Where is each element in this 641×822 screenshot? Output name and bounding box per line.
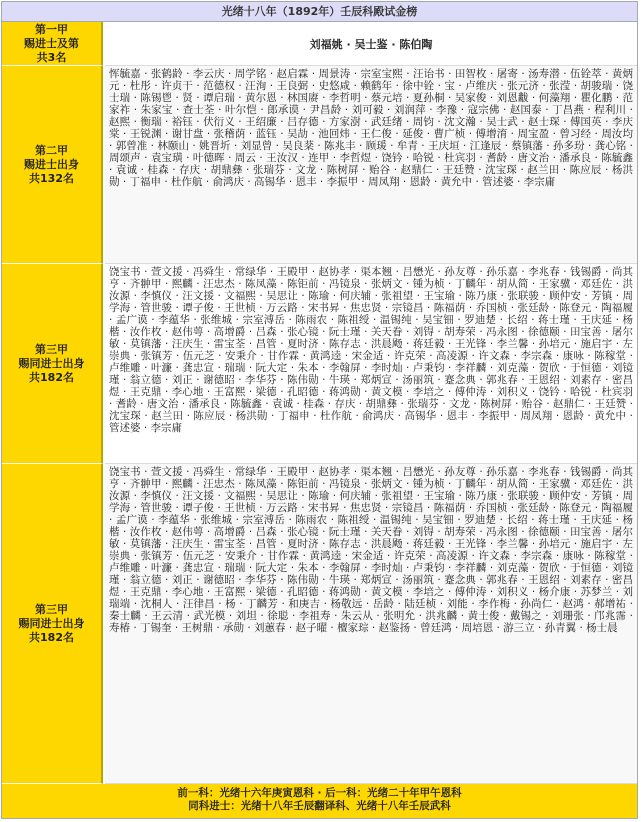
next-exam-link[interactable]: 光绪二十年甲午恩科	[367, 787, 462, 799]
rank-label-third	[2, 264, 103, 464]
navigation-footer	[2, 784, 637, 818]
rank-line: 第三甲	[35, 342, 68, 356]
names-second	[105, 66, 637, 264]
names-text: 饶宝书 · 萱文援 · 冯舜生 · 常绿华 · 王殿甲 · 赵协孝 · 渠本翘 · 吕懋光 · 孙友尊 · 孙乐嘉 · 李兆春 · 钱锡爵 · 尚其亨 · 齐翀甲 · 熙麟 · 汪忠杰 · 陈凤藻 · 陈钜前 · 冯镜泉 · 张炳文 · 锺为桢 · 丁麟年 · 胡从简 · 王家骥 · 邓廷佐 · 洪汝源 · 李慎仪 · 汪文援 · 文福熙 · 吴思让 · 陈瑜 · 何庆辅 · 张祖望 · 王宝瑜 · 陈乃康 · 张联骏 · 顾仲安 · 芳镇 · 周学海 · 管世骏 · 谭子俊 · 王世桢 · 万云路 · 宋书昇 · 焦忠贤 · 宗镜昌 · 陈福荫 · 乔国桢 · 张廷龄 · 陈登元 · 陶福履 · 孟广谟 · 李蕴华 · 张维城 · 宗室溥岳 · 陈雨农 · 陈祖绶 · 温锡纯 · 吴宝钿 · 罗迪楚 · 长绍 · 蒋士瑾 · 王庆延 · 杨楷 · 汝作枚 · 赵伟萼 · 高增爵 · 吕森 · 张心镜 · 阮士瑾 · 关天眷 · 刘锝 · 胡寿荣 · 冯永图 · 徐德颐 · 田宝善 · 屠尔敏 · 莫镇藩 · 汪庆生 · 雷宝荃 · 昌管 · 夏时济 · 陈存志 · 洪晨飏 · 蒋廷毅 · 王光锋 · 李兰馨 · 孙培元 · 施启宇 · 左崇典 · 张镇芳 · 伍元芝 · 安秉介 · 甘作霖 · 黄鸿逵 · 宋金适 · 许克荣 · 高凌源 · 许文森 · 李宗森 · 康咏 · 陈稼堂 · 卢维雕 · 叶濂 · 龚忠宣 · 瑞瑞 · 阮大定 · 朱本 · 李翰屏 · 李时灿 · 卢秉钧 · 李祥麟 · 刘克藻 · 贺欣 · 于恒德 · 刘镜瑾 · 翁立德 · 刘正 · 谢德昭 · 李华芬 · 陈伟勋 · 牛瑛 · 郑炳宣 · 汤丽筑 · 蹇念典 · 郭兆春 · 王恩绍 · 刘素存 · 密昌煜 · 王克鼎 · 李心地 · 王富熙 · 梁德 · 孔昭德 · 蒋鸿勋 · 黄文模 · 李培之 · 傅仲涛 · 刘积义 · 杨介康 · 苏梦兰 · 刘瑞端 · 沈桐人 · 汪律昌 · 杨 · 丁麟芳 · 和庚吉 · 杨敬远 · 岳龄 · 陆廷桢 · 刘能 · 李作梅 · 孙尚仁 · 赵鸿 · 郝增祐 · 秦士麟 · 王云清 · 武光模 · 刘坦 · 徐聪 · 李祖寿 · 朱云从 · 张明允 · 洪兆麟 · 黄士俊 · 戴锡之 · 刘珊张 · 邝兆霈 · 寿椿 · 丁锡奎 · 王树鼎 · 承勋 · 刘蕙春 · 赵子曜 · 檀家琮 · 赵鉴扬 · 曾廷鸿 · 周培恩 · 游三立 · 孙青翼 · 杨士晨	[109, 466, 633, 634]
rank-line: 共3名	[36, 50, 67, 64]
rank-label-second	[2, 66, 103, 264]
rank-label-first	[2, 22, 103, 66]
rank-line: 赐同进士出身	[18, 616, 85, 630]
names-third-repeat	[105, 464, 637, 784]
footer-separator: ·	[313, 787, 326, 799]
footer-separator: 、	[345, 800, 357, 812]
rank-line: 第二甲	[35, 143, 68, 157]
prev-exam-link[interactable]: 光绪十六年庚寅恩科	[219, 787, 314, 799]
rank-line: 第一甲	[35, 22, 68, 36]
names-text: 刘福姚 · 吴士鉴 · 陈伯陶	[309, 37, 433, 51]
prev-label: 前一科：	[177, 787, 220, 799]
names-text: 饶宝书 · 萱文援 · 冯舜生 · 常绿华 · 王殿甲 · 赵协孝 · 渠本翘 · 吕懋光 · 孙友尊 · 孙乐嘉 · 李兆春 · 钱锡爵 · 尚其亨 · 齐翀甲 · 熙麟 · 汪忠杰 · 陈凤藻 · 陈钜前 · 冯镜泉 · 张炳文 · 锺为桢 · 丁麟年 · 胡从简 · 王家骥 · 邓廷佐 · 洪汝源 · 李慎仪 · 汪文援 · 文福熙 · 吴思让 · 陈瑜 · 何庆辅 · 张祖望 · 王宝瑜 · 陈乃康 · 张联骏 · 顾仲安 · 芳镇 · 周学海 · 管世骏 · 谭子俊 · 王世桢 · 万云路 · 宋书昇 · 焦忠贤 · 宗镜昌 · 陈福荫 · 乔国桢 · 张廷龄 · 陈登元 · 陶福履 · 孟广谟 · 李蕴华 · 张维城 · 宗室溥岳 · 陈雨农 · 陈祖绶 · 温锡纯 · 吴宝钿 · 罗迪楚 · 长绍 · 蒋士瑾 · 王庆延 · 杨楷 · 汝作枚 · 赵伟萼 · 高增爵 · 吕森 · 张心镜 · 阮士瑾 · 关天眷 · 刘锝 · 胡寿荣 · 冯永图 · 徐德颐 · 田宝善 · 屠尔敏 · 莫镇藩 · 汪庆生 · 雷宝荃 · 昌管 · 夏时济 · 陈存志 · 洪晨飏 · 蒋廷毅 · 王光锋 · 李兰馨 · 孙培元 · 施启宇 · 左崇典 · 张镇芳 · 伍元芝 · 安秉介 · 甘作霖 · 黄鸿逵 · 宋金适 · 许克荣 · 高凌源 · 许文森 · 李宗森 · 康咏 · 陈稼堂 · 卢维雕 · 叶濂 · 龚忠宣 · 瑞瑞 · 阮大定 · 朱本 · 李翰屏 · 李时灿 · 卢秉钧 · 李祥麟 · 刘克藻 · 贺欣 · 于恒德 · 刘镜瑾 · 翁立德 · 刘正 · 谢德昭 · 李华芬 · 陈伟勋 · 牛瑛 · 郑炳宣 · 汤丽筑 · 蹇念典 · 郭兆春 · 王恩绍 · 刘素存 · 密昌煜 · 王克鼎 · 李心地 · 王富熙 · 梁德 · 孔昭德 · 蒋鸿勋 · 黄文模 · 李培之 · 傅仲涛 · 刘积义 · 饶钤 · 哈锐 · 杜宾羽 · 耆龄 · 唐文治 · 潘承良 · 陈毓鑫 · 袁诚 · 桂森 · 存庆 · 胡鼎彝 · 张瑞芬 · 文龙 · 陈树屏 · 贻谷 · 赵鼎仁 · 王廷赞 · 沈宝琛 · 赵兰田 · 陈应辰 · 杨洪勋 · 丁福申 · 杜作航 · 俞鸿庆 · 高锡华 · 恩丰 · 李振甲 · 周凤翔 · 恩龄 · 黄允中 · 管述婆 · 李宗庸	[109, 266, 633, 434]
names-text: 恽毓嘉 · 张鹤龄 · 李云庆 · 周学铭 · 赵启霖 · 周景涛 · 宗室宝熙 · 汪诒书 · 田智枚 · 屠寄 · 汤寿潜 · 伍铨萃 · 黄炳元 · 杜彤 · 许贞干 · 范德权 · 汪洵 · 王良弼 · 史悠咸 · 赖鹤年 · 徐中铨 · 宝 · 卢维庆 · 张元济 · 张滢 · 胡骏瑞 · 饶士瑞 · 陈锡鬯 · 贤 · 谭启瑞 · 黄尔恩 · 林国赓 · 李哲明 · 蔡元培 · 夏孙桐 · 吴家俊 · 刘恩黻 · 何藻翔 · 瞿化鹏 · 范家祚 · 朱家宝 · 查士荃 · 叶尔恺 · 郎承谟 · 尹昌龄 · 刘可毅 · 刘润萍 · 李豫 · 寇宗佛 · 赵国泰 · 丁昌燕 · 程利川 · 赵熙 · 衡瑞 · 裕钰 · 伏衍义 · 王绍廉 · 吕存德 · 方家澍 · 武廷绪 · 周钧 · 沈文瀚 · 吴士武 · 赵士琛 · 傅国英 · 李庆棠 · 王锐渊 · 谢甘盘 · 张稽荫 · 蓝钰 · 吴劼 · 池回炜 · 王仁俊 · 延俊 · 曹广桢 · 傅增淯 · 周宝盈 · 曾习经 · 周汝均 · 郭曾准 · 林颐山 · 姚晋圻 · 刘显曾 · 吴良棻 · 陈兆丰 · 顾瑗 · 牟青 · 王庆垣 · 江逢辰 · 蔡镇藩 · 孙多玢 · 龚心铭 · 周颂声 · 袁宝璜 · 叶德晖 · 周云 · 王汝汉 · 连甲 · 李哲煜 · 饶钤 · 哈锐 · 杜宾羽 · 耆龄 · 唐文治 · 潘承良 · 陈毓鑫 · 袁诚 · 桂森 · 存庆 · 胡鼎彝 · 张瑞芬 · 文龙 · 陈树屏 · 贻谷 · 赵鼎仁 · 王廷赞 · 沈宝琛 · 赵兰田 · 陈应辰 · 杨洪勋 · 丁福申 · 杜作航 · 俞鸿庆 · 高锡华 · 恩丰 · 李振甲 · 周凤翔 · 恩龄 · 黄允中 · 管述婆 · 李宗庸	[109, 68, 633, 188]
rank-line: 共182名	[29, 630, 74, 644]
names-first	[105, 22, 637, 66]
footer-line-same-year	[2, 800, 637, 813]
footer-line-prev-next	[2, 787, 637, 800]
rank-line: 赐同进士出身	[18, 356, 85, 370]
rank-line: 赐进士及第	[24, 36, 79, 50]
rank-label-third-repeat	[2, 464, 103, 784]
rank-line: 共132名	[29, 171, 74, 185]
table-title: 光绪十八年（1892年）壬辰科殿试金榜	[2, 2, 637, 22]
next-label: 后一科：	[325, 787, 368, 799]
jinbang-table	[1, 1, 638, 819]
military-exam-link[interactable]: 光绪十八年壬辰武科	[356, 800, 451, 812]
rank-line: 第三甲	[35, 602, 68, 616]
translation-exam-link[interactable]: 光绪十八年壬辰翻译科	[240, 800, 346, 812]
rank-line: 赐进士出身	[24, 157, 79, 171]
same-year-label: 同科进士：	[188, 800, 241, 812]
rank-line: 共182名	[29, 370, 74, 384]
names-third	[105, 264, 637, 464]
